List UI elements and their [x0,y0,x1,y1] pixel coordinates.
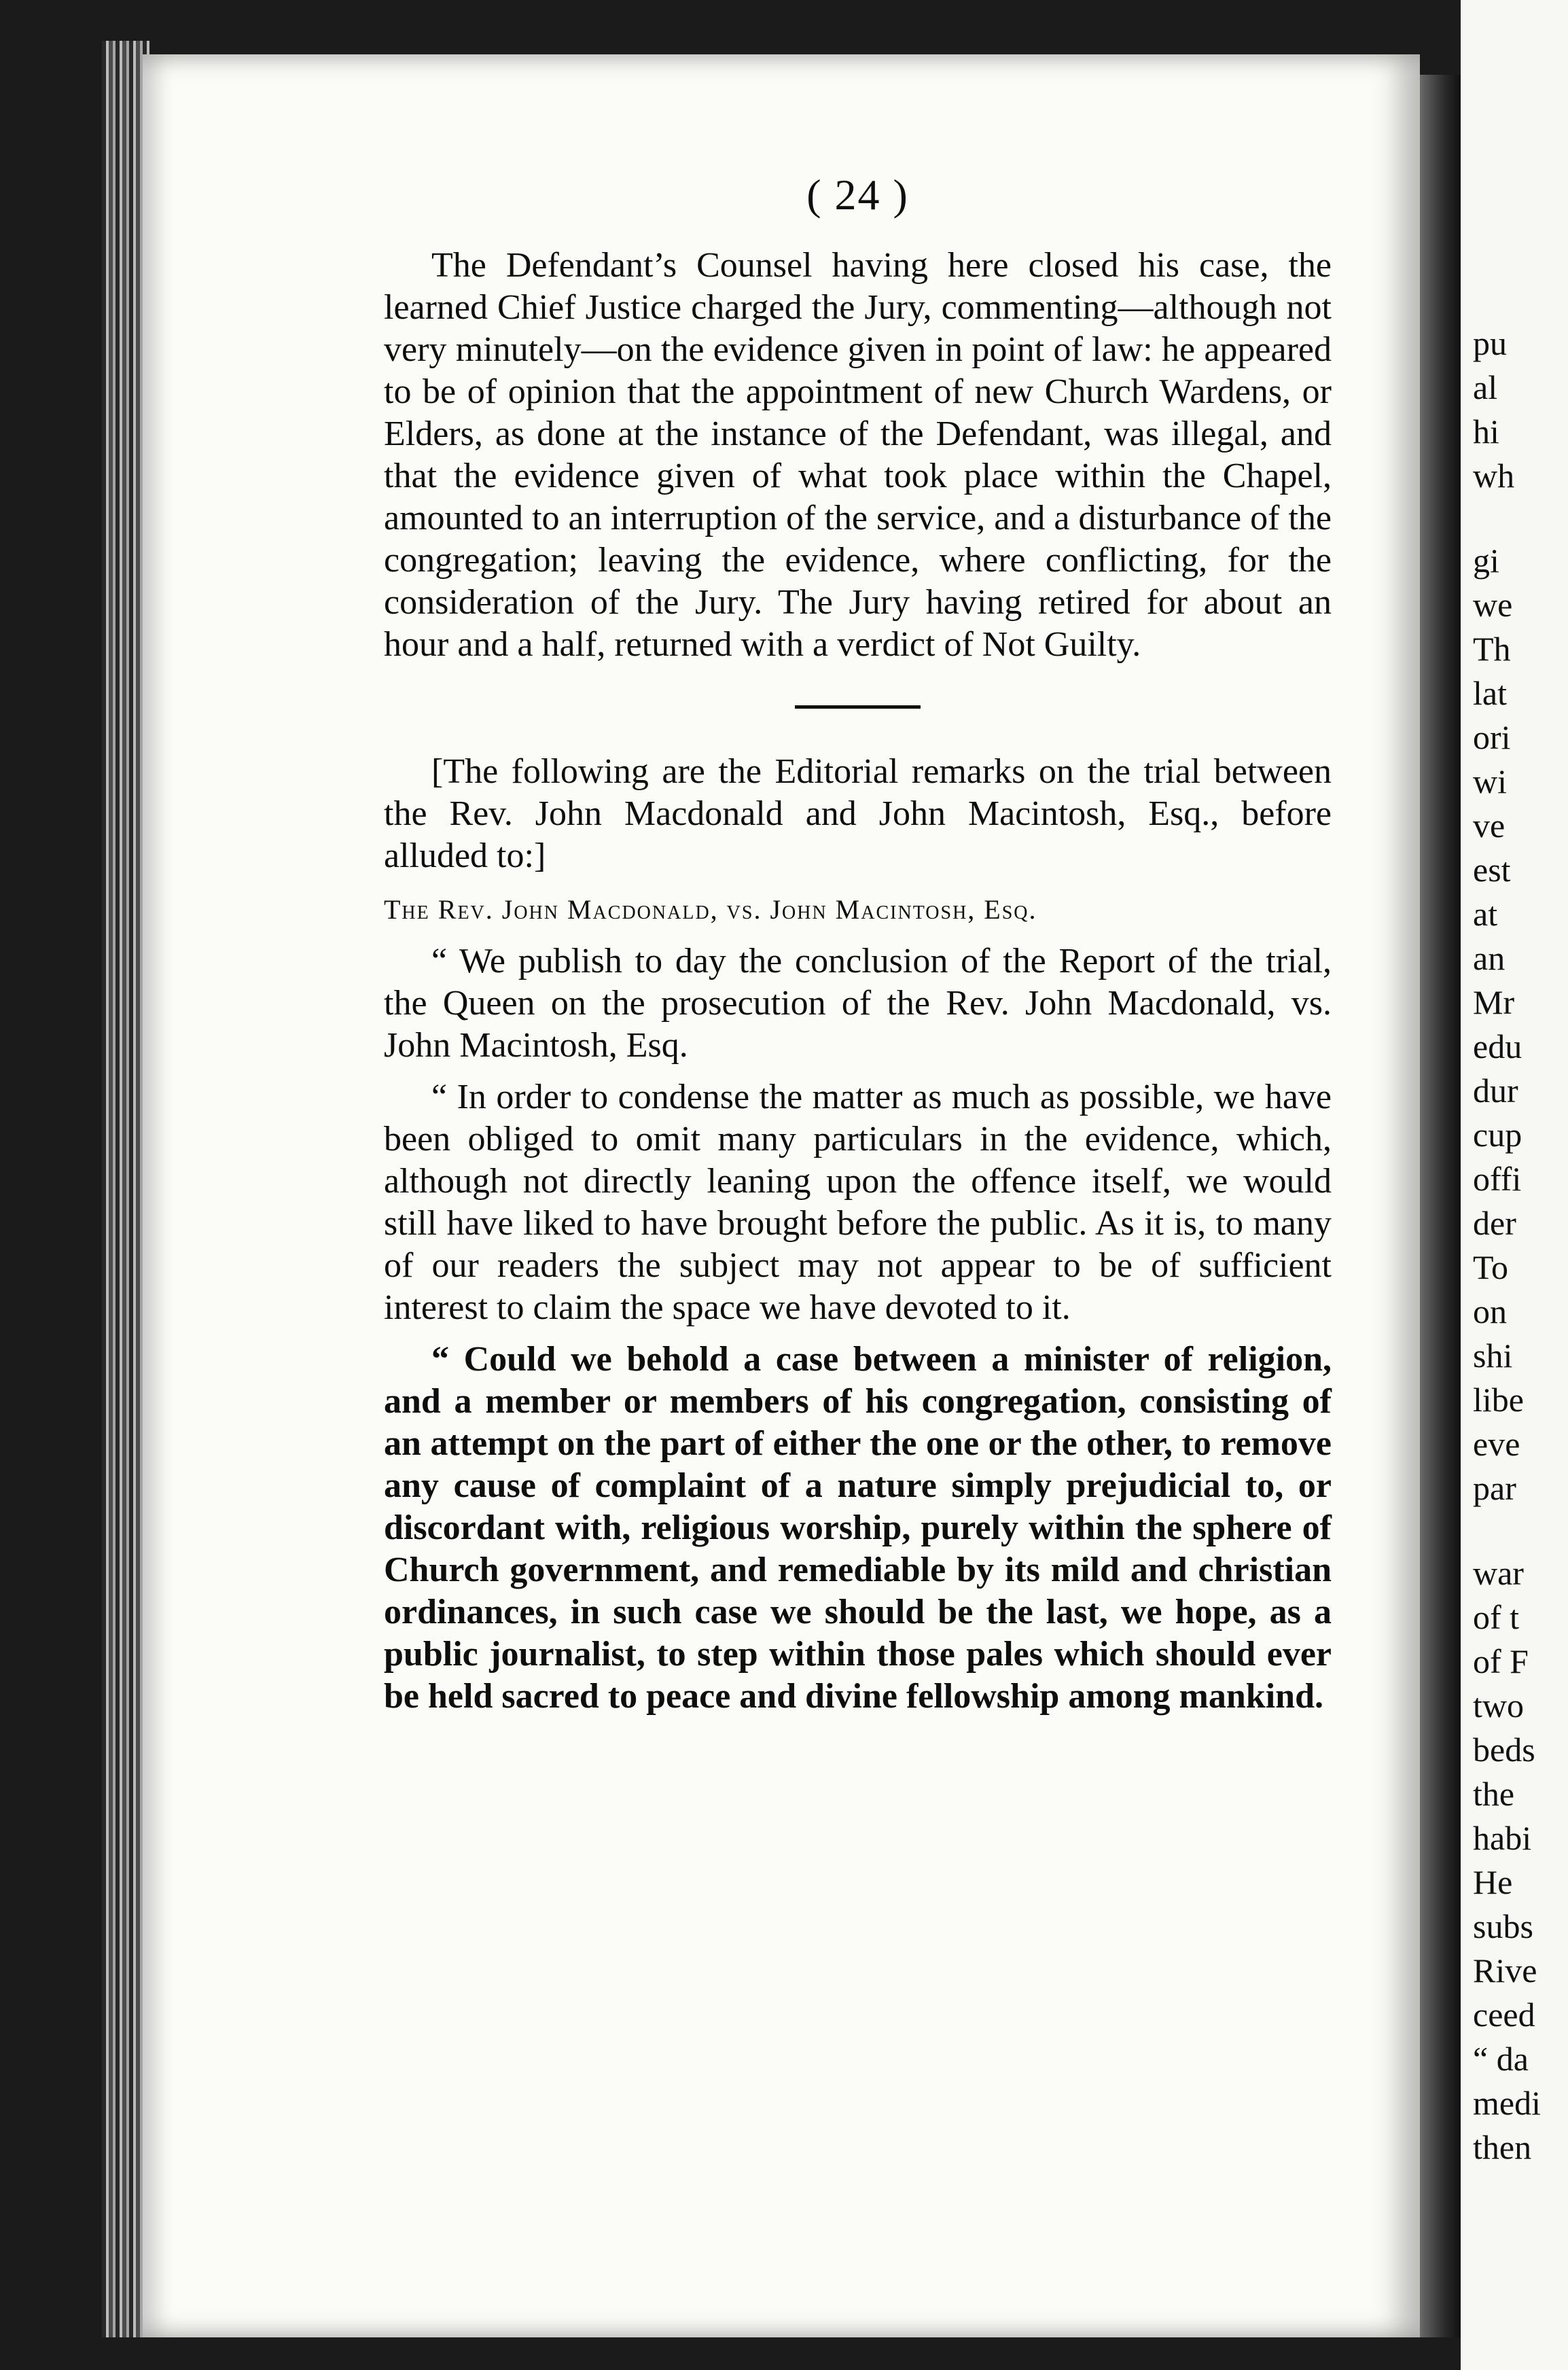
facing-page-line: He [1473,1863,1513,1901]
facing-page-line: on [1473,1292,1507,1330]
page-number: ( 24 ) [806,171,909,219]
facing-page-line: der [1473,1204,1516,1242]
facing-page-line: of F [1473,1642,1529,1680]
facing-page-line: pu [1473,324,1507,362]
facing-page-line: medi [1473,2084,1541,2122]
facing-page-line: dur [1473,1072,1518,1110]
quote-paragraph-3: “ Could we behold a case between a minister of religion, and a member or members of his congregation, consisting of an attempt on the part of either the one or the other, to remove any cause of complaint of a nature simply prejudicial to, or discordant with, religious worship, purely within the sphere of Church government, and remediable by its mild and christian ordinances, in such case we should be the last, we hope, as a public journalist, to step within those pales which should ever be held sacred to peace and divine fellowship among mankind. [384,1340,1332,1716]
facing-page-line: al [1473,368,1498,406]
section-divider [795,705,921,709]
facing-page-line: offi [1473,1160,1522,1198]
facing-page-line: “ da [1473,2040,1529,2078]
facing-page-line: ori [1473,718,1511,756]
facing-page-line: subs [1473,1907,1533,1945]
facing-page-line: est [1473,851,1511,889]
page-gutter [1420,75,1461,2337]
facing-page-line: the [1473,1775,1515,1813]
facing-page-line: lat [1473,674,1507,712]
facing-page-line: of t [1473,1598,1520,1636]
facing-page-line: To [1473,1248,1509,1286]
facing-page-line: edu [1473,1027,1522,1065]
facing-page-line: two [1473,1686,1524,1725]
facing-page-line: eve [1473,1425,1520,1463]
facing-page-line: wh [1473,457,1515,495]
facing-page-line: gi [1473,542,1499,580]
facing-page-fragment [1461,0,1568,2370]
facing-page-line: hi [1473,412,1499,450]
page-text [384,170,1332,1727]
case-heading: The Rev. John Macdonald, vs. John Macintosh, Esq. [384,894,1037,925]
paragraph-verdict: The Defendant’s Counsel having here closed his case, the learned Chief Justice charged the Jury, commenting—although not very minutely—on the evidence given in point of law: he appeared to be of opinion that the appointment of new Church Wardens, or Elders, as done at the instance of the Defendant, was illegal, and that the evidence given of what took place within the Chapel, amounted to an interruption of the service, and a disturbance of the congregation; leaving the evidence, where conflicting, for the consideration of the Jury. The Jury having retired for about an hour and a half, returned with a verdict of Not Guilty. [384,246,1332,664]
facing-page-line: libe [1473,1381,1524,1419]
quote-paragraph-2: “ In order to condense the matter as much as possible, we have been obliged to omit many particulars in the evidence, which, although not directly leaning upon the offence itself, we would still have liked to have brought before the public. As it is, to many of our readers the subject may not appear to be of sufficient interest to claim the space we have devoted to it. [384,1078,1332,1327]
facing-page-line: ve [1473,807,1505,845]
facing-page-line: at [1473,895,1498,933]
facing-page-line: Th [1473,630,1511,668]
facing-page-line: beds [1473,1731,1535,1769]
facing-page-line: shi [1473,1337,1513,1375]
facing-page-line: war [1473,1554,1524,1592]
facing-page-line: cup [1473,1116,1522,1154]
facing-page-line: then [1473,2128,1532,2166]
facing-page-line: we [1473,586,1513,624]
facing-page-line: ceed [1473,1996,1535,2034]
facing-page-line: par [1473,1469,1516,1507]
facing-page-line: Rive [1473,1951,1537,1989]
facing-page-line: an [1473,939,1505,977]
facing-page-line: Mr [1473,983,1515,1021]
facing-page-line: habi [1473,1819,1532,1857]
facing-page-line: wi [1473,762,1507,800]
quote-paragraph-1: “ We publish to day the conclusion of the Report of the trial, the Queen on the prosecution of the Rev. John Macdonald, vs. John Macintosh, Esq. [384,942,1332,1065]
editorial-intro: [The following are the Editorial remarks on the trial between the Rev. John Macdonald and John Macintosh, Esq., before alluded to:] [384,752,1332,875]
